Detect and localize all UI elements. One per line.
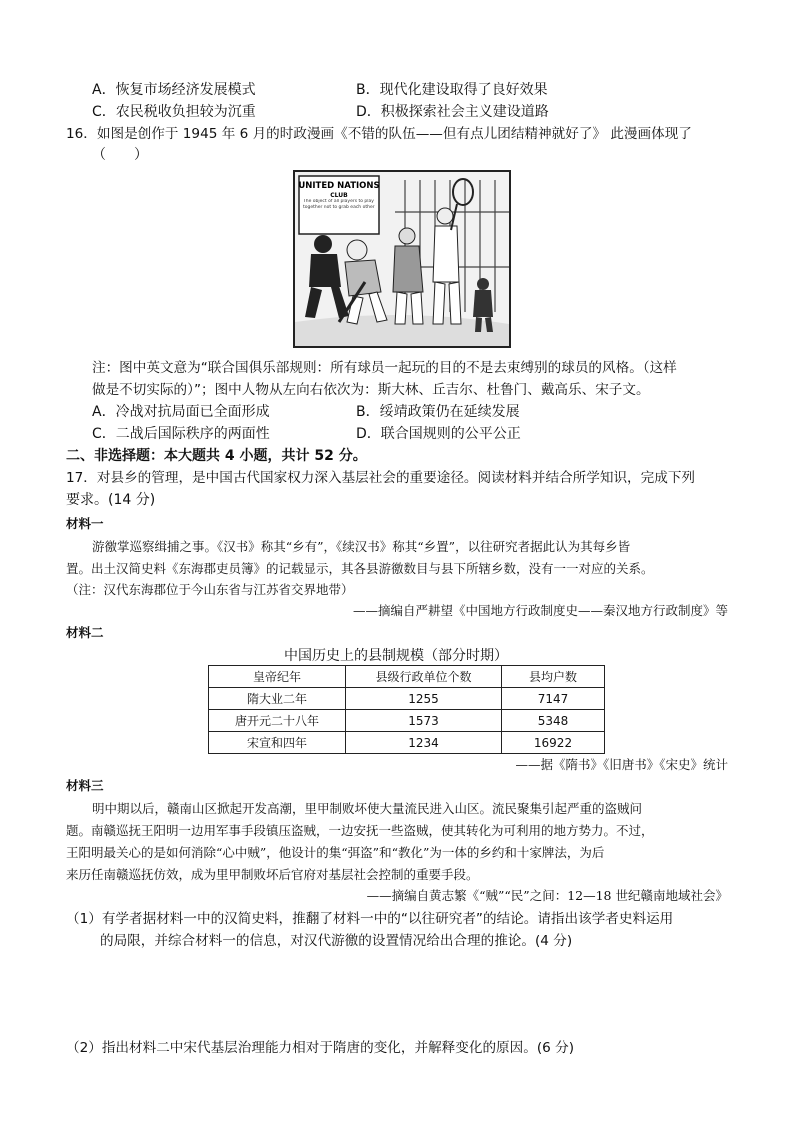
- material-3-line2: 题。南赣巡抚王阳明一边用军事手段镇压盗贼，一边安抚一些盗贼，使其转化为可利用的地方势力。不过，: [66, 823, 654, 838]
- q15-option-a[interactable]: A．恢复市场经济发展模式: [92, 82, 256, 98]
- q16-option-b[interactable]: B．绥靖政策仍在延续发展: [356, 404, 520, 420]
- q16-option-c[interactable]: C．二战后国际秩序的两面性: [92, 426, 270, 442]
- q16-stem: 16．如图是创作于 1945 年 6 月的时政漫画《不错的队伍——但有点儿团结精神就好了》 此漫画体现了: [66, 126, 692, 142]
- material-3-source: ——摘编自黄志繁《“贼”“民”之间：12—18 世纪赣南地域社会》: [366, 888, 728, 903]
- table-cell: 1573: [346, 710, 502, 732]
- table-cell: 1255: [346, 688, 502, 710]
- q17-subquestion-1-cont: 的局限，并综合材料一的信息，对汉代游徼的设置情况给出合理的推论。(4 分): [100, 933, 573, 949]
- q17-stem: 17．对县乡的管理，是中国古代国家权力深入基层社会的重要途径。阅读材料并结合所学知识，完成下列: [66, 470, 696, 486]
- q15-option-c[interactable]: C．农民税收负担较为沉重: [92, 104, 256, 120]
- material-1-label: 材料一: [66, 516, 104, 531]
- table-cell: 16922: [502, 732, 605, 754]
- material-2-label: 材料二: [66, 625, 104, 640]
- table-header-cell: 皇帝纪年: [209, 666, 346, 688]
- table-cell: 1234: [346, 732, 502, 754]
- material-1-line1: 游徼掌巡察缉捕之事。《汉书》称其“乡有”，《续汉书》称其“乡置”，以往研究者据此认为其每乡皆: [92, 539, 631, 554]
- material-3-line4: 来历任南赣巡抚仿效，成为里甲制败坏后官府对基层社会控制的重要手段。: [66, 867, 479, 882]
- county-scale-table: [208, 665, 605, 754]
- q17-subquestion-1: （1）有学者据材料一中的汉简史料，推翻了材料一中的“以往研究者”的结论。请指出该学者史料运用: [66, 911, 674, 927]
- table-caption: 中国历史上的县制规模（部分时期）: [284, 648, 508, 664]
- table-cell: 宋宣和四年: [209, 732, 346, 754]
- cartoon-sign-title: UNITED NATIONS: [298, 181, 380, 191]
- q15-option-b[interactable]: B．现代化建设取得了良好效果: [356, 82, 548, 98]
- table-row: [209, 688, 605, 710]
- q16-note-line2: 做是不切实际的）”；图中人物从左向右依次为：斯大林、丘吉尔、杜鲁门、戴高乐、宋子文。: [92, 382, 650, 398]
- q15-option-d[interactable]: D．积极探索社会主义建设道路: [356, 104, 549, 120]
- table-header-cell: 县级行政单位个数: [346, 666, 502, 688]
- table-cell: 5348: [502, 710, 605, 732]
- table-header-cell: 县均户数: [502, 666, 605, 688]
- cartoon-rule-text: The object of all players to play together not to grab each other: [303, 199, 375, 210]
- q16-note-line1: 注：图中英文意为“联合国俱乐部规则：所有球员一起玩的目的不是去束缚别的球员的风格。（这样: [92, 360, 677, 376]
- q16-option-a[interactable]: A．冷战对抗局面已全面形成: [92, 404, 270, 420]
- section-heading: 二、非选择题：本大题共 4 小题，共计 52 分。: [66, 448, 367, 464]
- cartoon-sign-sub: CLUB: [330, 192, 348, 199]
- political-cartoon: [293, 170, 511, 348]
- q17-stem-cont: 要求。(14 分): [66, 492, 156, 508]
- material-1-line2: 置。出土汉简史料《东海郡吏员簿》的记载显示，其各县游徼数目与县下所辖乡数，没有一一对应的关系。: [66, 561, 654, 576]
- material-3-line3: 王阳明最关心的是如何消除“心中贼”，他设计的集“弭盗”和“教化”为一体的乡约和十家牌法，为后: [66, 845, 605, 860]
- cartoon-illustration-icon: [295, 172, 509, 346]
- table-header-row: [209, 666, 605, 688]
- material-2-source: ——据《隋书》《旧唐书》《宋史》统计: [515, 757, 728, 772]
- table-cell: 7147: [502, 688, 605, 710]
- table-cell: 唐开元二十八年: [209, 710, 346, 732]
- table-cell: 隋大业二年: [209, 688, 346, 710]
- q17-subquestion-2: （2）指出材料二中宋代基层治理能力相对于隋唐的变化，并解释变化的原因。(6 分): [66, 1040, 575, 1056]
- material-1-note: （注：汉代东海郡位于今山东省与江苏省交界地带）: [66, 582, 354, 597]
- material-3-line1: 明中期以后，赣南山区掀起开发高潮，里甲制败坏使大量流民进入山区。流民聚集引起严重的盗贼问: [92, 801, 643, 816]
- material-1-source: ——摘编自严耕望《中国地方行政制度史——秦汉地方行政制度》等: [352, 603, 728, 618]
- table-row: [209, 710, 605, 732]
- q16-option-d[interactable]: D．联合国规则的公平公正: [356, 426, 521, 442]
- table-row: [209, 732, 605, 754]
- q16-answer-blank: （ ）: [92, 147, 148, 163]
- material-3-label: 材料三: [66, 778, 104, 793]
